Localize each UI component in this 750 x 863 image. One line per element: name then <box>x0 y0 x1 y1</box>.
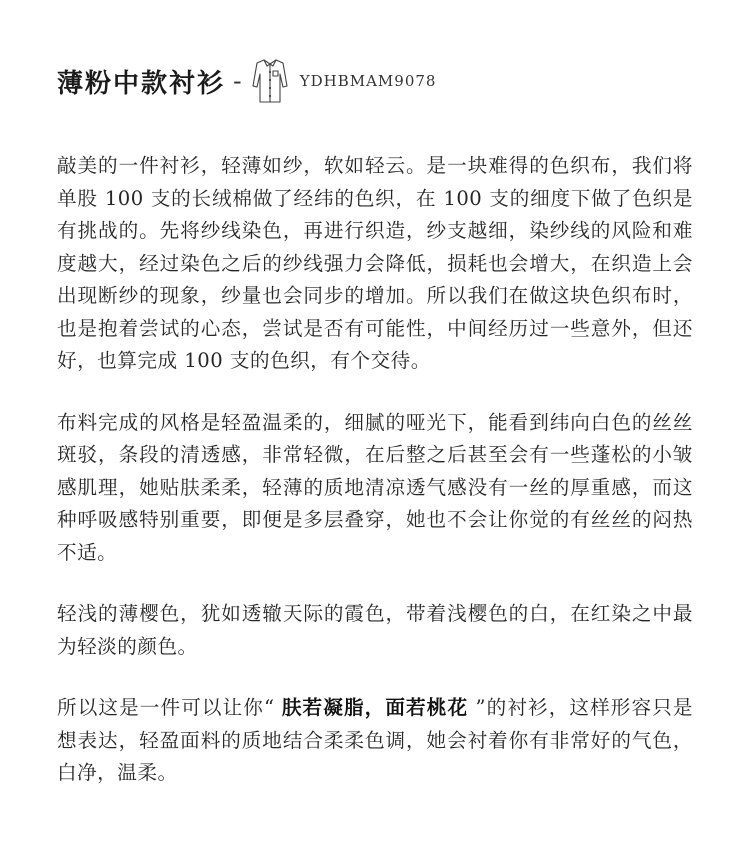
product-title: 薄粉中款衬衫 <box>57 68 226 99</box>
title-separator: - <box>233 67 242 95</box>
paragraph-4-tail: ”的衬衫，这样形容只是想表达，轻盈面料的质地结合柔柔色调，她会衬着你有非常好的气色，白净，温柔。 <box>57 696 694 784</box>
description-paragraph-3: 轻浅的薄樱色，犹如透辙天际的霞色，带着浅樱色的白，在红染之中最为轻淡的颜色。 <box>57 602 693 658</box>
description-paragraph-1: 敲美的一件衬衫，轻薄如纱，软如轻云。是一块难得的色织布，我们将单股 100 支的长绒棉做了经纬的色织，在 100 支的细度下做了色织是有挑战的。先将纱线染色，再进行织造，纱支越细，染纱线的风险和难度越大，经过染色之后的纱线强力会降低，损耗也会增大，在织造上会出现断纱的现象，纱量也会同步的增加。所以我们在做这块色织布时，也是抱着尝试的心态，尝试是否有可能性，中间经历过一些意外，但还好，也算完成 100 支的色织，有个交待。 <box>57 154 693 372</box>
emphasis-phrase: 肤若凝脂，面若桃花 <box>281 696 469 719</box>
description-paragraph-4 <box>57 692 693 790</box>
product-description <box>57 150 693 790</box>
shirt-icon <box>250 56 290 106</box>
paragraph-4-lead: 所以这是一件可以让你“ <box>57 696 282 719</box>
description-paragraph-2: 布料完成的风格是轻盈温柔的，细腻的哑光下，能看到纬向白色的丝丝斑驳，条段的清透感，非常轻微，在后整之后甚至会有一些蓬松的小皱感肌理，她贴肤柔柔，轻薄的质地清凉透气感没有一丝的厚重感，而这种呼吸感特别重要，即便是多层叠穿，她也不会让你觉的有丝丝的闷热不适。 <box>57 410 693 564</box>
product-header <box>57 56 436 106</box>
product-code: YDHBMAM9078 <box>299 72 437 90</box>
